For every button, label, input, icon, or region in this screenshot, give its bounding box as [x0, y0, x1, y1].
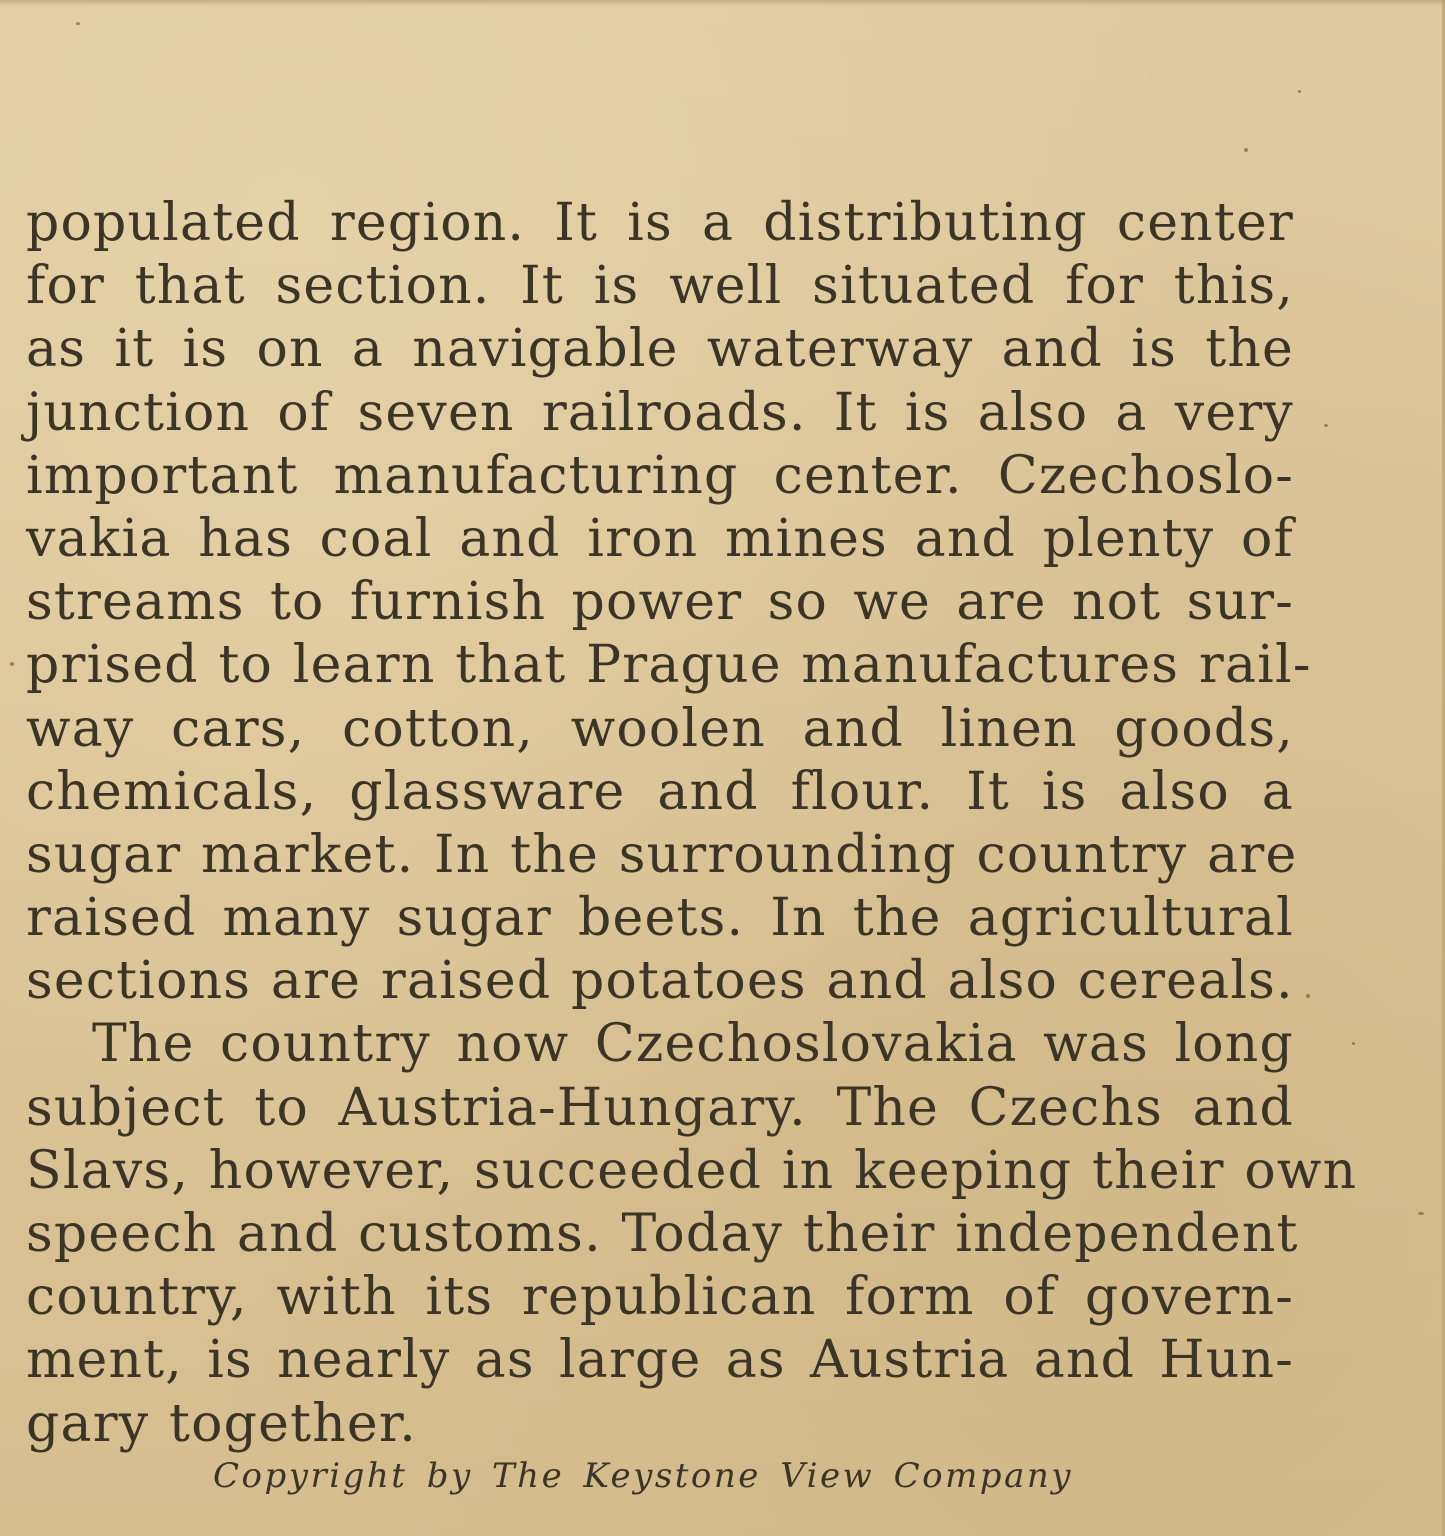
text-line: ment, is nearly as large as Austria and Hun-: [26, 1330, 1294, 1391]
text-line: sugar market. In the surrounding country are: [26, 824, 1298, 885]
text-line: speech and customs. Today their independent: [26, 1204, 1299, 1264]
text-line: populated region. It is a distributing center: [26, 193, 1294, 253]
text-line: streams to furnish power so we are not sur-: [26, 572, 1294, 633]
paper-speck: [1298, 90, 1301, 93]
paper-speck: [76, 22, 80, 25]
text-line: important manufacturing center. Czechoslo-: [26, 445, 1294, 506]
paper-speck: [10, 662, 14, 666]
text-line: vakia has coal and iron mines and plenty of: [26, 508, 1294, 569]
text-line: subject to Austria-Hungary. The Czechs and: [26, 1077, 1294, 1138]
paper-speck: [1306, 994, 1310, 998]
text-line: junction of seven railroads. It is also a very: [26, 382, 1294, 443]
paper-speck: [1352, 1042, 1355, 1045]
text-line: prised to learn that Prague manufactures rail-: [26, 635, 1312, 696]
text-line: country, with its republican form of govern-: [26, 1267, 1294, 1328]
text-line: sections are raised potatoes and also cereals.: [26, 951, 1294, 1012]
text-line: way cars, cotton, woolen and linen goods,: [26, 698, 1294, 759]
text-line: for that section. It is well situated for this,: [26, 256, 1294, 317]
card-top-edge: [0, 0, 1445, 6]
text-line: raised many sugar beets. In the agricultural: [26, 888, 1294, 949]
text-line: as it is on a navigable waterway and is the: [26, 319, 1294, 380]
text-line: The country now Czechoslovakia was long: [92, 1014, 1294, 1075]
paper-speck: [1324, 424, 1328, 427]
text-line: gary together.: [26, 1393, 417, 1454]
copyright-notice: Copyright by The Keystone View Company: [213, 1456, 1073, 1496]
text-line: chemicals, glassware and flour. It is also a: [26, 761, 1294, 822]
body-text: [26, 192, 1358, 1456]
paper-speck: [1244, 148, 1248, 152]
paper-speck: [1418, 1212, 1424, 1215]
text-line: Slavs, however, succeeded in keeping their own: [26, 1140, 1358, 1201]
